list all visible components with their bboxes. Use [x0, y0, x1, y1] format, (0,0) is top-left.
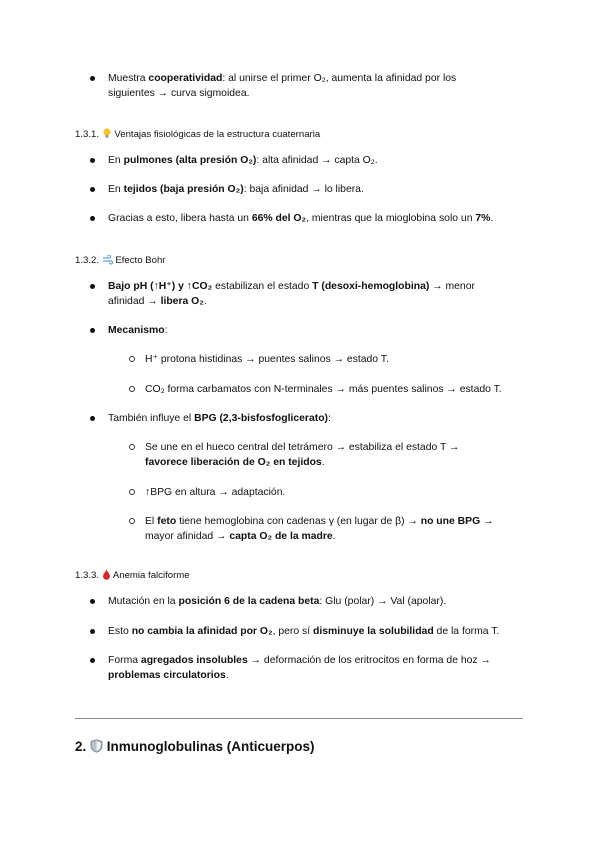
- sub-list-item: H⁺ protona histidinas → puentes salinos → estado T.: [145, 354, 389, 365]
- bullet-marker: [90, 284, 95, 289]
- sub-bullet-marker: [129, 489, 135, 495]
- wind-icon: [102, 255, 113, 266]
- bullet-marker: [90, 158, 95, 163]
- bullet-marker: [90, 76, 95, 81]
- list-item: En pulmones (alta presión O₂): alta afinidad → capta O₂.: [108, 155, 378, 166]
- sub-list-item: El feto tiene hemoglobina con cadenas γ (en lugar de β) → no une BPG → mayor afinidad → capta O₂ de la madre.: [145, 516, 494, 542]
- section-heading-1-3-2: 1.3.2. Efecto Bohr: [75, 255, 166, 266]
- list-item: Esto no cambia la afinidad por O₂, pero sí disminuye la solubilidad de la forma T.: [108, 626, 500, 637]
- list-item: Forma agregados insolubles → deformación de los eritrocitos en forma de hoz → problemas circulatorios.: [108, 655, 491, 681]
- sub-bullet-marker: [129, 518, 135, 524]
- horizontal-divider: [75, 718, 523, 719]
- list-item: Muestra cooperatividad: al unirse el primer O₂, aumenta la afinidad por los siguientes → curva sigmoidea.: [108, 73, 457, 99]
- sub-list-item: CO₂ forma carbamatos con N-terminales → más puentes salinos → estado T.: [145, 384, 502, 395]
- blood-drop-icon: [102, 570, 111, 581]
- shield-icon: [90, 739, 103, 754]
- section-heading-2: 2. Inmunoglobulinas (Anticuerpos): [75, 739, 315, 754]
- list-item: Gracias a esto, libera hasta un 66% del O₂, mientras que la mioglobina solo un 7%.: [108, 213, 494, 224]
- section-heading-1-3-1: 1.3.1. Ventajas fisiológicas de la estructura cuaternaria: [75, 129, 321, 140]
- bullet-marker: [90, 328, 95, 333]
- list-item: Mutación en la posición 6 de la cadena beta: Glu (polar) → Val (apolar).: [108, 596, 447, 607]
- bullet-marker: [90, 216, 95, 221]
- sub-bullet-marker: [129, 386, 135, 392]
- bullet-marker: [90, 416, 95, 421]
- sub-bullet-marker: [129, 444, 135, 450]
- list-item: Mecanismo:: [108, 325, 168, 336]
- section-heading-1-3-3: 1.3.3. Anemia falciforme: [75, 570, 190, 581]
- sub-list-item: Se une en el hueco central del tetrámero → estabiliza el estado T → favorece liberación de O₂ en tejidos.: [145, 442, 460, 468]
- list-item: En tejidos (baja presión O₂): baja afinidad → lo libera.: [108, 184, 364, 195]
- bullet-marker: [90, 599, 95, 604]
- list-item: También influye el BPG (2,3-bisfosfoglicerato):: [108, 413, 331, 424]
- lightbulb-icon: [102, 129, 112, 140]
- bullet-marker: [90, 629, 95, 634]
- bullet-marker: [90, 187, 95, 192]
- sub-bullet-marker: [129, 356, 135, 362]
- list-item: Bajo pH (↑H⁺) y ↑CO₂ estabilizan el estado T (desoxi-hemoglobina) → menor afinidad → libera O₂.: [108, 281, 475, 307]
- bullet-marker: [90, 658, 95, 663]
- sub-list-item: ↑BPG en altura → adaptación.: [145, 487, 286, 498]
